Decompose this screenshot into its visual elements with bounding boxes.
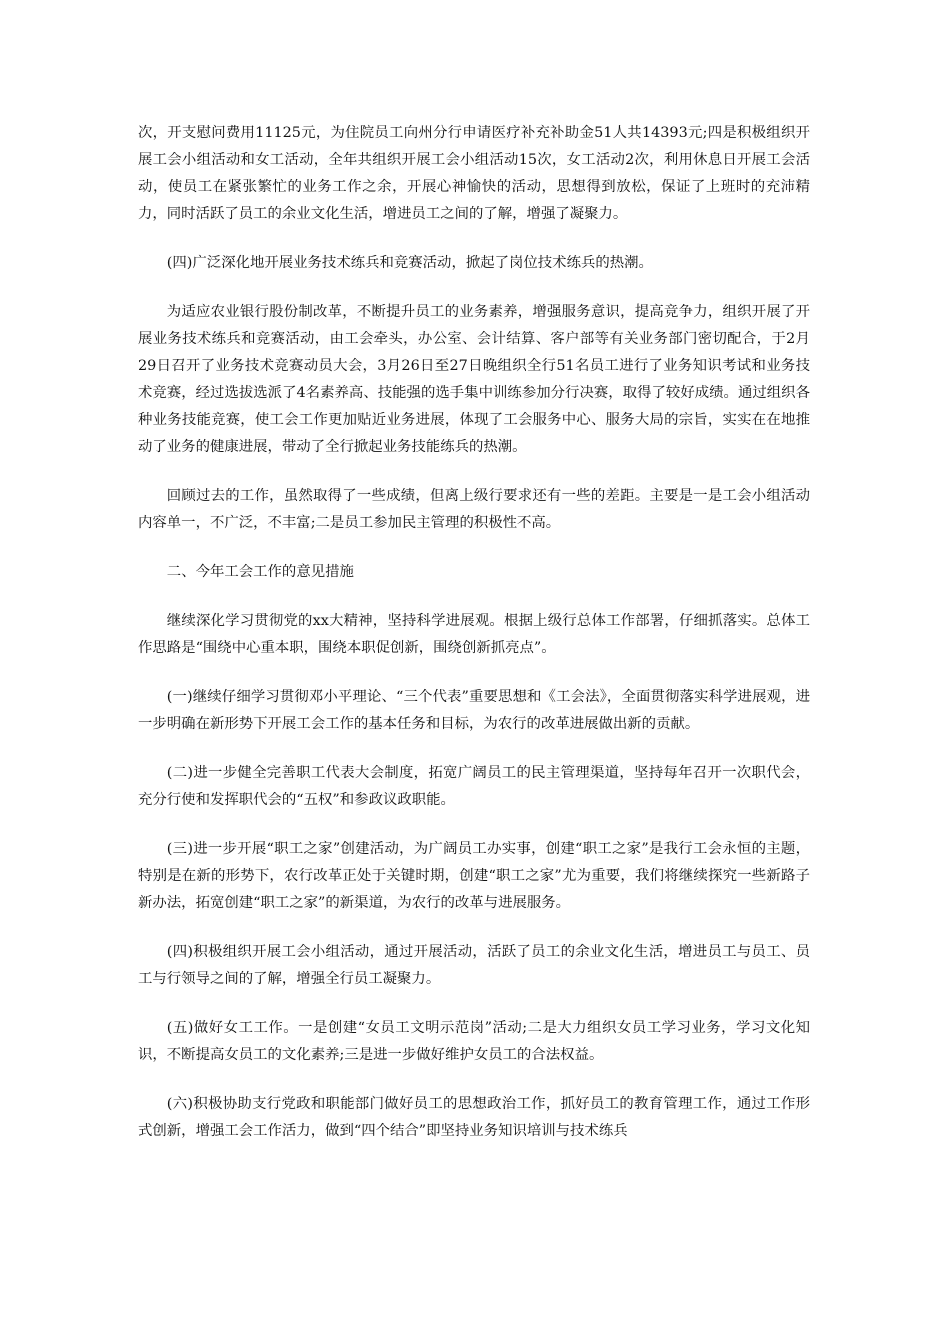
paragraph-measure-2: (二)进一步健全完善职工代表大会制度，拓宽广阔员工的民主管理渠道，坚持每年召开一次职代会，充分行使和发挥职代会的“五权”和参政议政职能。 — [138, 765, 810, 808]
paragraph-section-4-heading: (四)广泛深化地开展业务技术练兵和竞赛活动，掀起了岗位技术练兵的热潮。 — [166, 255, 653, 271]
paragraph-overall-thinking: 继续深化学习贯彻党的xx大精神，坚持科学进展观。根据上级行总体工作部署，仔细抓落实。总体工作思路是“围绕中心重本职，围绕本职促创新，围绕创新抓亮点”。 — [138, 613, 810, 656]
section-heading-measures: 二、今年工会工作的意见措施 — [166, 564, 354, 580]
paragraph-continued: 次，开支慰问费用11125元，为住院员工向州分行申请医疗补充补助金51人共14393元;四是积极组织开展工会小组活动和女工活动，全年共组织开展工会小组活动15次，女工活动2次，利用休息日开展工会活动，使员工在紧张繁忙的业务工作之余，开展心神愉快的活动，思想得到放松，保证了上班时的充沛精力，同时活跃了员工的余业文化生活，增进员工之间的了解，增强了凝聚力。 — [138, 125, 810, 222]
document-body — [138, 120, 810, 1145]
paragraph-measure-6: (六)积极协助支行党政和职能部门做好员工的思想政治工作，抓好员工的教育管理工作，通过工作形式创新，增强工会工作活力，做到“四个结合”即坚持业务知识培训与技术练兵 — [138, 1096, 810, 1139]
paragraph-skills-competition: 为适应农业银行股份制改革，不断提升员工的业务素养，增强服务意识，提高竞争力，组织开展了开展业务技术练兵和竞赛活动，由工会牵头，办公室、会计结算、客户部等有关业务部门密切配合，于2月29日召开了业务技术竞赛动员大会，3月26日至27日晚组织全行51名员工进行了业务知识考试和业务技术竞赛，经过选拔选派了4名素养高、技能强的选手集中训练参加分行决赛，取得了较好成绩。通过组织各种业务技能竞赛，使工会工作更加贴近业务进展，体现了工会服务中心、服务大局的宗旨，实实在在地推动了业务的健康进展，带动了全行掀起业务技能练兵的热潮。 — [138, 304, 810, 455]
paragraph-measure-1: (一)继续仔细学习贯彻邓小平理论、“三个代表”重要思想和《工会法》，全面贯彻落实科学进展观，进一步明确在新形势下开展工会工作的基本任务和目标，为农行的改革进展做出新的贡献。 — [138, 689, 810, 732]
paragraph-review: 回顾过去的工作，虽然取得了一些成绩，但离上级行要求还有一些的差距。主要是一是工会小组活动内容单一，不广泛，不丰富;二是员工参加民主管理的积极性不高。 — [138, 488, 810, 531]
paragraph-measure-3: (三)进一步开展“职工之家”创建活动，为广阔员工办实事，创建“职工之家”是我行工会永恒的主题，特别是在新的形势下，农行改革正处于关键时期，创建“职工之家”尤为重要，我们将继续探究一些新路子新办法，拓宽创建“职工之家”的新渠道，为农行的改革与进展服务。 — [138, 841, 810, 911]
paragraph-measure-4: (四)积极组织开展工会小组活动，通过开展活动，活跃了员工的余业文化生活，增进员工与员工、员工与行领导之间的了解，增强全行员工凝聚力。 — [138, 944, 810, 987]
paragraph-measure-5: (五)做好女工工作。一是创建“女员工文明示范岗”活动;二是大力组织女员工学习业务，学习文化知识，不断提高女员工的文化素养;三是进一步做好维护女员工的合法权益。 — [138, 1020, 810, 1063]
